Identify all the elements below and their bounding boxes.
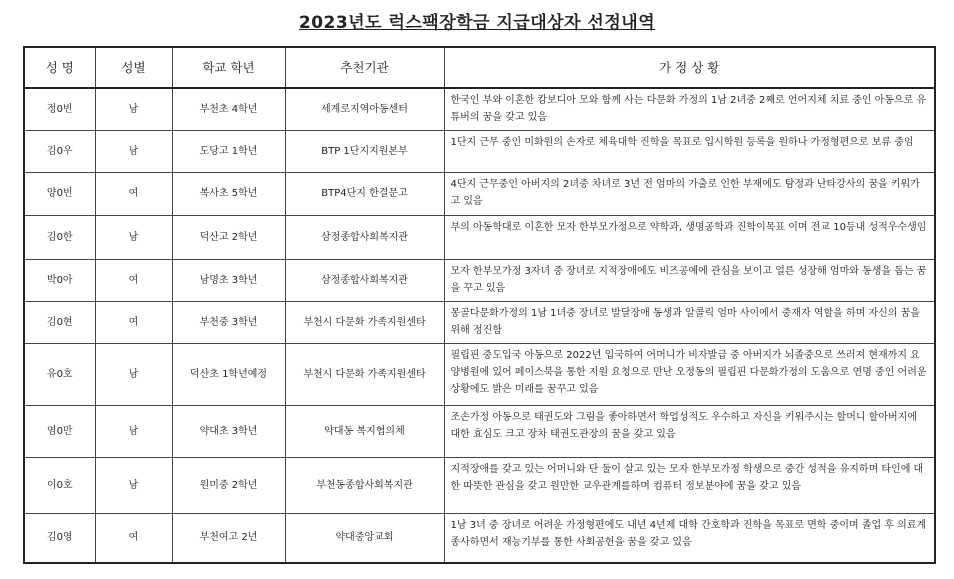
cell-situation: 몽골다문화가정의 1남 1녀중 장녀로 발달장애 동생과 알콜릭 엄마 사이에서 중재자 역할을 하며 자신의 꿈을 위해 정진함 (444, 301, 935, 343)
cell-situation: 4단지 근무중인 아버지의 2녀중 차녀로 3년 전 엄마의 가출로 인한 부재에도 탐정과 난타강사의 꿈을 키워가고 있음 (444, 172, 935, 215)
cell-name: 김0한 (24, 215, 95, 259)
cell-gender: 여 (95, 172, 172, 215)
cell-school: 복사초 5학년 (172, 172, 285, 215)
cell-gender: 여 (95, 513, 172, 563)
cell-situation: 조손가정 아동으로 태권도와 그림을 좋아하면서 학업성적도 우수하고 자신을 키워주시는 할머니 할아버지에 대한 효심도 크고 장차 태권도관장의 꿈을 갖고 있음 (444, 405, 935, 457)
cell-school: 도당고 1학년 (172, 130, 285, 172)
cell-agency: BTP4단지 한결문고 (285, 172, 444, 215)
table-row (24, 343, 935, 405)
table-row (24, 301, 935, 343)
cell-name: 김0현 (24, 301, 95, 343)
cell-agency: 부천동종합사회복지관 (285, 457, 444, 513)
table-row (24, 405, 935, 457)
cell-situation: 한국인 부와 이혼한 캄보디아 모와 함께 사는 다문화 가정의 1남 2녀중 2째로 언어지체 치료 중인 아동으로 유튜버의 꿈을 갖고 있음 (444, 88, 935, 130)
header-name: 성 명 (24, 47, 95, 88)
cell-agency: 세계로지역아동센터 (285, 88, 444, 130)
table-row (24, 457, 935, 513)
header-school: 학교 학년 (172, 47, 285, 88)
cell-school: 덕산초 1학년예정 (172, 343, 285, 405)
cell-gender: 남 (95, 457, 172, 513)
cell-situation: 1단지 근무 중인 미화원의 손자로 체육대학 진학을 목표로 입시학원 등록을 원하나 가정형편으로 보류 중임 (444, 130, 935, 172)
cell-name: 김0우 (24, 130, 95, 172)
cell-school: 부천초 4학년 (172, 88, 285, 130)
header-situation: 가 정 상 황 (444, 47, 935, 88)
cell-agency: 약대동 복지협의체 (285, 405, 444, 457)
cell-gender: 남 (95, 130, 172, 172)
table-row (24, 88, 935, 130)
cell-school: 덕산고 2학년 (172, 215, 285, 259)
cell-name: 박0아 (24, 259, 95, 301)
cell-situation: 필립핀 중도입국 아동으로 2022년 입국하여 어머니가 비자발급 중 아버지가 뇌졸중으로 쓰러져 현재까지 요양병원에 있어 페이스북을 통한 지원 요청으로 만난 오정동의 필립핀 다문화가정의 도움으로 연명 중인 어려운 상황에도 밝은 미래를 꿈꾸고 있음 (444, 343, 935, 405)
cell-school: 부천중 3학년 (172, 301, 285, 343)
table-row (24, 215, 935, 259)
cell-school: 남명초 3학년 (172, 259, 285, 301)
cell-school: 원미중 2학년 (172, 457, 285, 513)
cell-school: 부천여고 2년 (172, 513, 285, 563)
cell-agency: 부천시 다문화 가족지원센타 (285, 343, 444, 405)
cell-name: 이0호 (24, 457, 95, 513)
table-row (24, 259, 935, 301)
cell-agency: BTP 1단지지원본부 (285, 130, 444, 172)
header-agency: 추천기관 (285, 47, 444, 88)
cell-name: 김0영 (24, 513, 95, 563)
cell-situation: 모자 한부모가정 3자녀 중 장녀로 지적장애에도 비즈공예에 관심을 보이고 얼른 성장해 엄마와 동생을 돕는 꿈을 꾸고 있음 (444, 259, 935, 301)
cell-agency: 삼정종합사회복지관 (285, 215, 444, 259)
cell-gender: 여 (95, 301, 172, 343)
table-row (24, 172, 935, 215)
cell-gender: 남 (95, 405, 172, 457)
cell-situation: 1남 3녀 중 장녀로 어려운 가정형편에도 내년 4년제 대학 간호학과 진학을 목표로 면학 중이며 졸업 후 의료계 종사하면서 재능기부를 통한 사회공헌을 꿈을 갖고 있음 (444, 513, 935, 563)
cell-name: 정0빈 (24, 88, 95, 130)
scholarship-table (23, 46, 936, 564)
page-title: 2023년도 럭스팩장학금 지급대상자 선정내역 (298, 13, 656, 33)
header-gender: 성별 (95, 47, 172, 88)
cell-gender: 남 (95, 343, 172, 405)
table-row (24, 130, 935, 172)
cell-name: 양0빈 (24, 172, 95, 215)
cell-name: 유0호 (24, 343, 95, 405)
cell-agency: 약대중앙교회 (285, 513, 444, 563)
cell-gender: 여 (95, 259, 172, 301)
cell-gender: 남 (95, 88, 172, 130)
cell-agency: 삼정종합사회복지관 (285, 259, 444, 301)
cell-gender: 남 (95, 215, 172, 259)
cell-situation: 부의 아동학대로 이혼한 모자 한부모가정으로 약학과, 생명공학과 진학이목표 이며 전교 10등내 성적우수생임 (444, 215, 935, 259)
cell-name: 염0만 (24, 405, 95, 457)
cell-situation: 지적장애를 갖고 있는 어머니와 단 둘이 살고 있는 모자 한부모가정 학생으로 중간 성적을 유지하며 타인에 대한 따뜻한 관심을 갖고 원만한 교우관계를하며 컴퓨터 정보분야에 꿈을 갖고 있음 (444, 457, 935, 513)
table-row (24, 513, 935, 563)
cell-agency: 부천시 다문화 가족지원센타 (285, 301, 444, 343)
header-row (24, 47, 935, 88)
cell-school: 약대초 3학년 (172, 405, 285, 457)
